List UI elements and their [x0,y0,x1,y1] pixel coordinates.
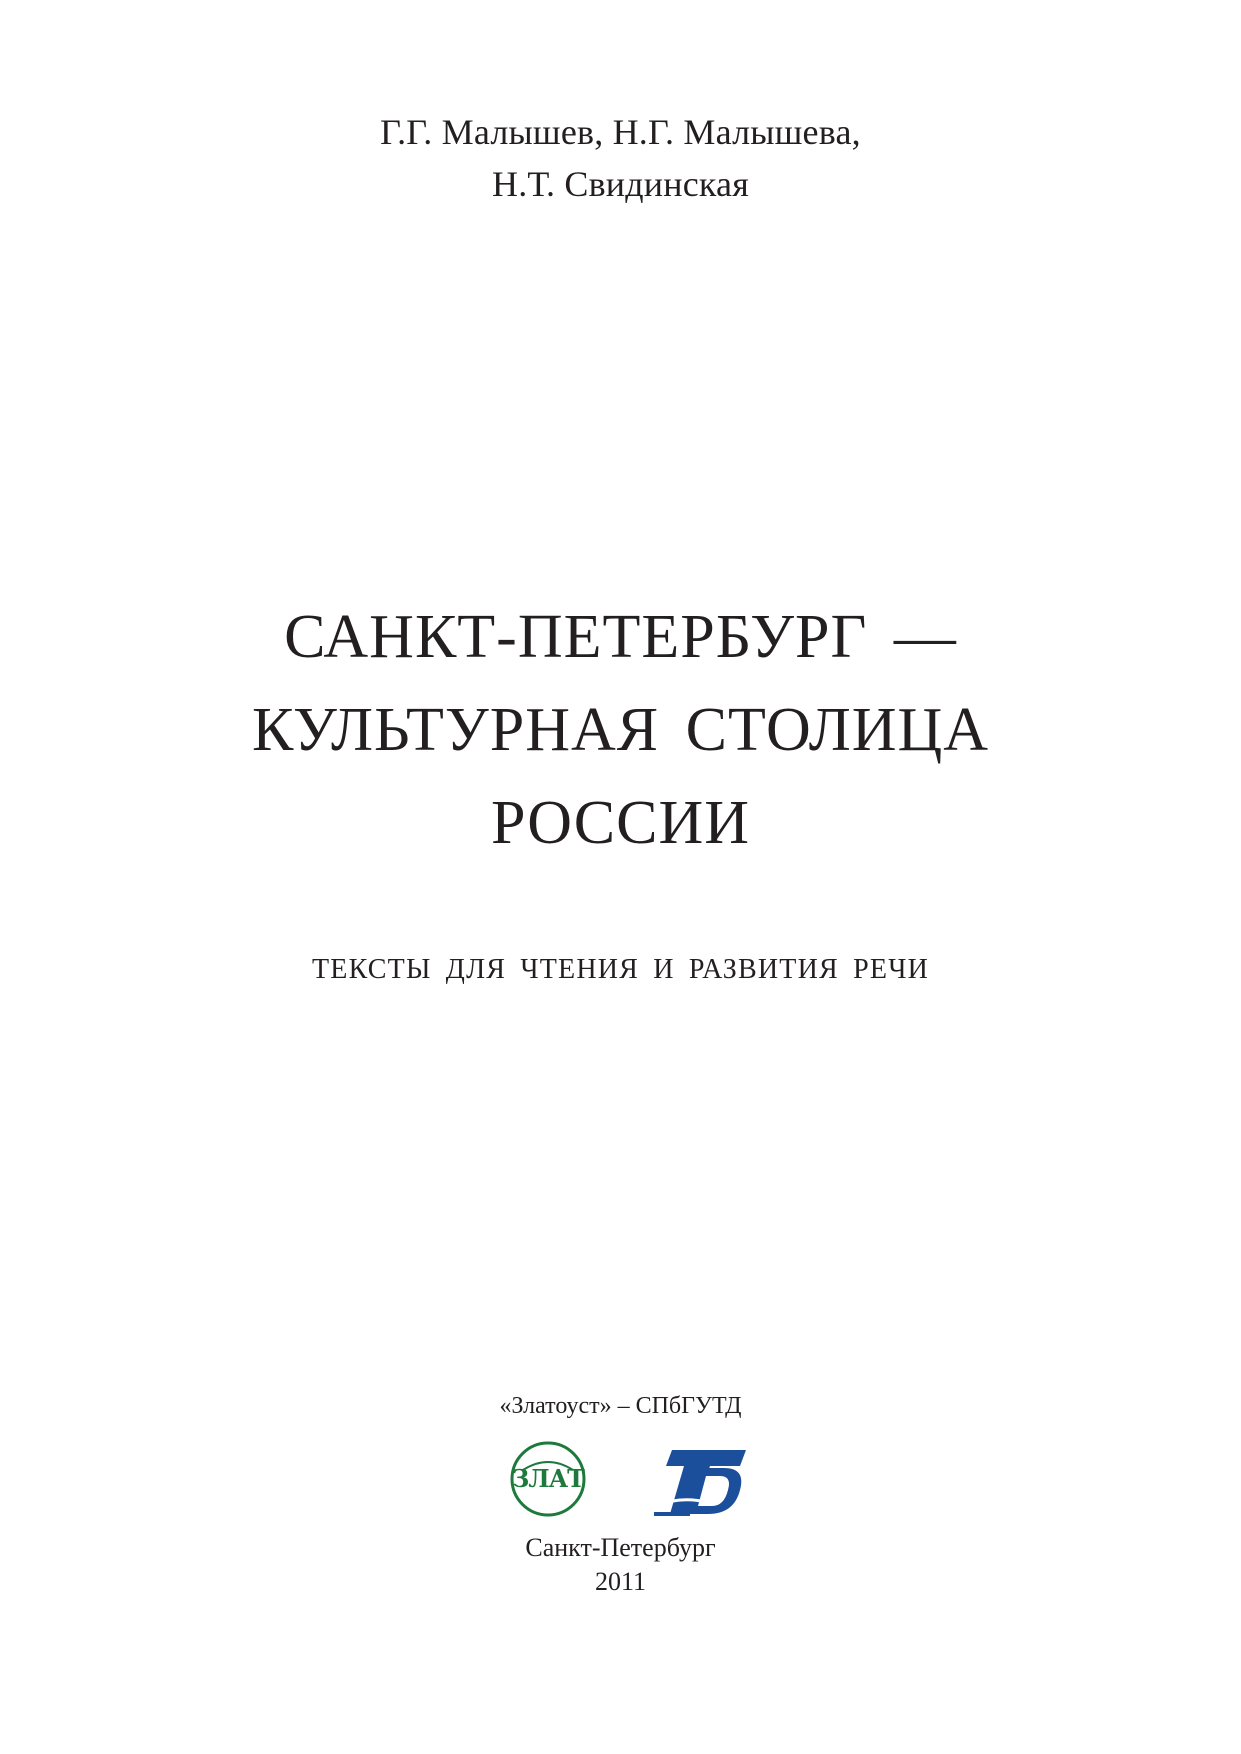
publisher-logos [0,1440,1241,1540]
imprint-year: 2011 [594,1567,647,1596]
book-title-line-2: КУЛЬТУРНАЯ СТОЛИЦА [251,696,990,764]
zlatoust-logo-lettering: ЗЛАТ [512,1464,584,1493]
book-title-line-1: САНКТ-ПЕТЕРБУРГ — [284,603,957,671]
authors-line-1: Г.Г. Малышев, Н.Г. Малышева, [380,112,861,152]
book-title-line-3: РОССИИ [490,789,751,857]
spbgutd-logo [650,1444,750,1520]
publisher-line: «Златоуст» – СПбГУТД [499,1393,742,1419]
authors-line-2: Н.Т. Свидинская [492,164,749,204]
zlatoust-logo [509,1440,587,1518]
book-subtitle: ТЕКСТЫ ДЛЯ ЧТЕНИЯ И РАЗВИТИЯ РЕЧИ [311,954,930,985]
spbgutd-logo-lettering: ТД [650,1444,652,1445]
imprint-city: Санкт-Петербург [525,1533,716,1562]
